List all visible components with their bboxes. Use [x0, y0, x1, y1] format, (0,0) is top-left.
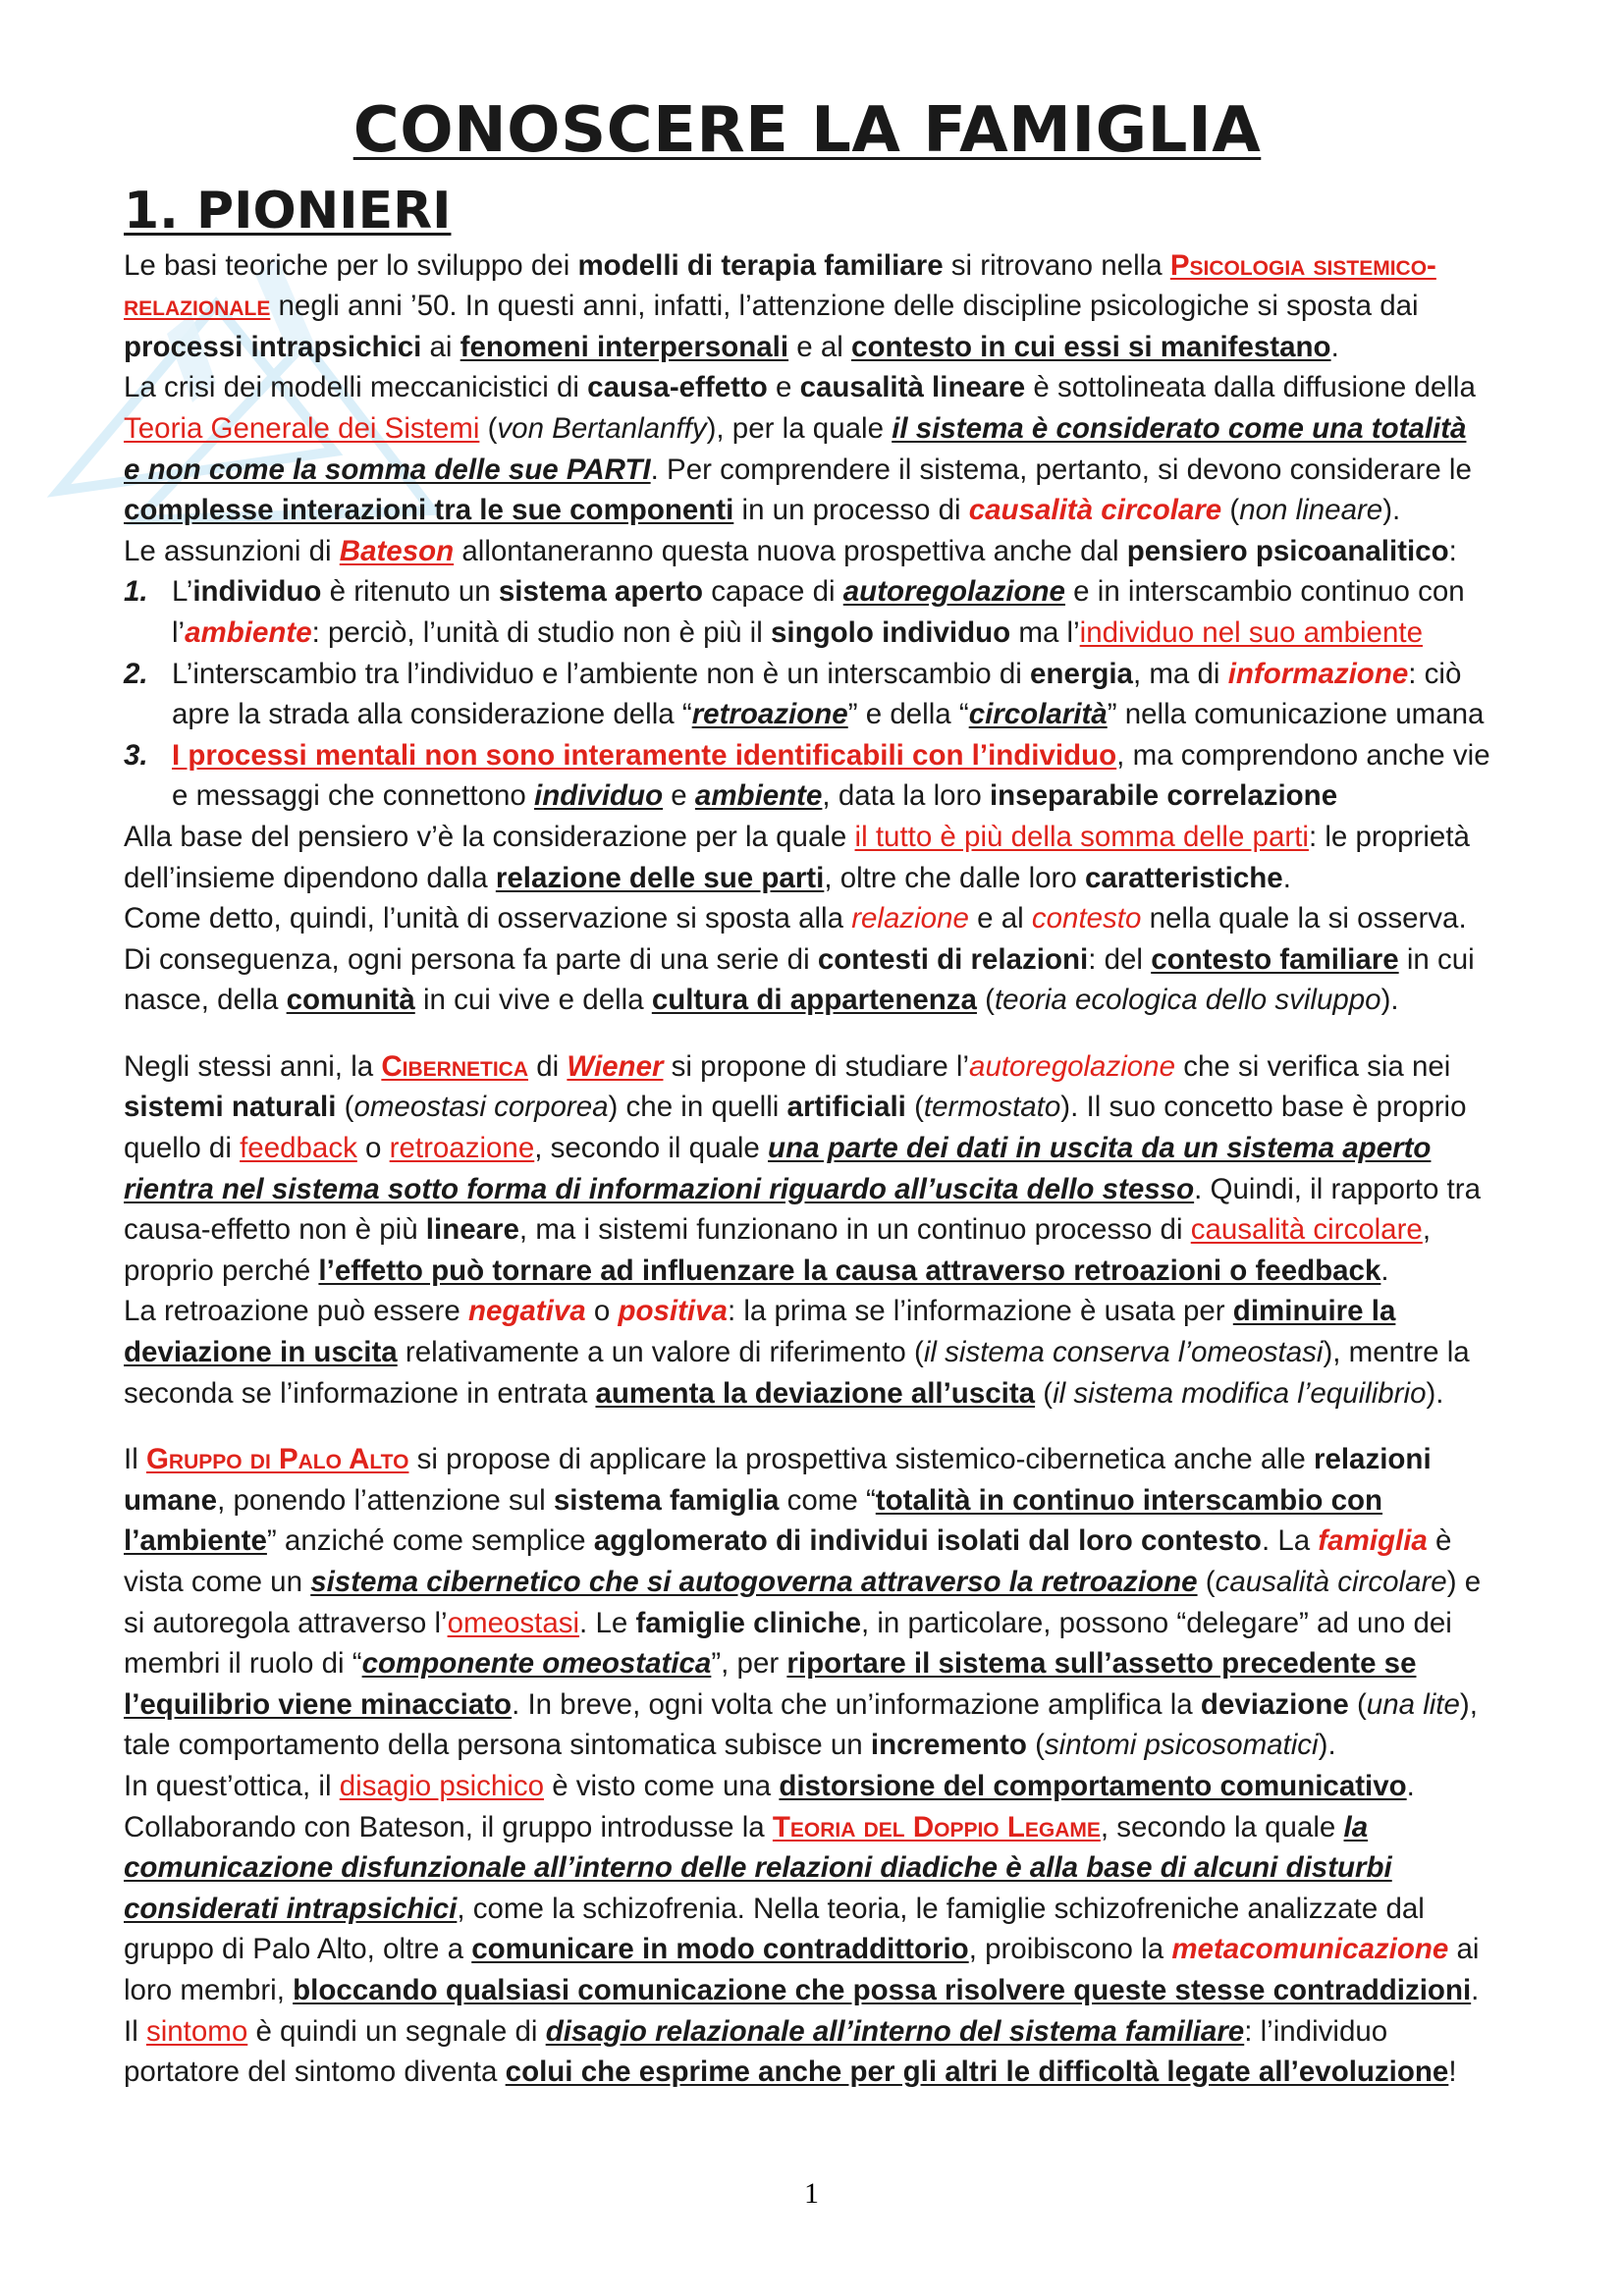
paragraph-contexts: Di conseguenza, ogni persona fa parte di una serie di contesti di relazioni: del contesto familiare in cui nasce, della comunità in cui vive e della cultura di appartenenza (teoria ecologica dello sviluppo).	[124, 942, 1475, 1017]
paragraph-relation: Come detto, quindi, l’unità di osservazione si sposta alla relazione e al contesto nella quale la si osserva.	[124, 902, 1467, 935]
paragraph-feedback-types: La retroazione può essere negativa o positiva: la prima se l’informazione è usata per diminuire la deviazione in uscita relativamente a un valore di riferimento (il sistema conserva l’omeostasi), mentre la seconda se l’informazione in entrata aumenta la deviazione all’uscita (il sistema modifica l’equilibrio).	[124, 1295, 1470, 1410]
paragraph-systems-theory: La crisi dei modelli meccanicistici di causa-effetto e causalità lineare è sottolineata dalla diffusione della Teoria Generale dei Sistemi (von Bertanlanffy), per la quale il sistema è considerato come una totalità e non come la somma delle sue PARTI. Per comprendere il sistema, pertanto, si devono considerare le complesse interazioni tra le sue componenti in un processo di causalità circolare (non lineare).	[124, 371, 1476, 527]
list-item: 1. L’individuo è ritenuto un sistema aperto capace di autoregolazione e in interscambio continuo con l’ambiente: perciò, l’unità di studio non è più il singolo individuo ma l’individuo nel suo ambiente	[172, 571, 1490, 653]
paragraph-intro: Le basi teoriche per lo sviluppo dei modelli di terapia familiare si ritrovano nella Psicologia sistemico-relazionale negli anni ’50. In questi anni, infatti, l’attenzione delle discipline psicologiche si sposta dai processi intrapsichici ai fenomeni interpersonali e al contesto in cui essi si manifestano.	[124, 248, 1436, 363]
list-item: 2. L’interscambio tra l’individuo e l’ambiente non è un interscambio di energia, ma di informazione: ciò apre la strada alla considerazione della “retroazione” e della “circolarità” nella comunicazione umana	[172, 654, 1490, 735]
list-number: 2.	[124, 657, 148, 690]
list-item: 3. I processi mentali non sono interamente identificabili con l’individuo, ma comprendono anche vie e messaggi che connettono individuo e ambiente, data la loro inseparabile correlazione	[172, 735, 1490, 817]
numbered-list	[124, 571, 1490, 817]
list-number: 1.	[124, 575, 148, 609]
paragraph-palo-alto: Il Gruppo di Palo Alto si propose di applicare la prospettiva sistemico-cibernetica anche alle relazioni umane, ponendo l’attenzione sul sistema famiglia come “totalità in continuo interscambio con l’ambiente” anziché come semplice agglomerato di individui isolati dal loro contesto. La famiglia è vista come un sistema cibernetico che si autogoverna attraverso la retroazione (causalità circolare) e si autoregola attraverso l’omeostasi. Le famiglie cliniche, in particolare, possono “delegare” ad uno dei membri il ruolo di “componente omeostatica”, per riportare il sistema sull’assetto precedente se l’equilibrio viene minacciato. In breve, ogni volta che un’informazione amplifica la deviazione (una lite), tale comportamento della persona sintomatica subisce un incremento (sintomi psicosomatici).	[124, 1443, 1482, 1762]
page-title: CONOSCERE LA FAMIGLIA	[352, 94, 1262, 167]
paragraph-double-bind: In quest’ottica, il disagio psichico è visto come una distorsione del comportamento comunicativo. Collaborando con Bateson, il gruppo introdusse la Teoria del Doppio Legame, secondo la quale la comunicazione disfunzionale all’interno delle relazioni diadiche è alla base di alcuni disturbi considerati intrapsichici, come la schizofrenia. Nella teoria, le famiglie schizofreniche analizzate dal gruppo di Palo Alto, oltre a comunicare in modo contraddittorio, proibiscono la metacomunicazione ai loro membri, bloccando qualsiasi comunicazione che possa risolvere queste stesse contraddizioni. Il sintomo è quindi un segnale di disagio relazionale all’interno del sistema familiare: l’individuo portatore del sintomo diventa colui che esprime anche per gli altri le difficoltà legate all’evoluzione!	[124, 1769, 1480, 2089]
paragraph-whole: Alla base del pensiero v’è la considerazione per la quale il tutto è più della somma delle parti: le proprietà dell’insieme dipendono dalla relazione delle sue parti, oltre che dalle loro caratteristiche.	[124, 820, 1470, 894]
section-heading: 1. PIONIERI	[124, 181, 452, 240]
paragraph-bateson: Le assunzioni di Bateson allontaneranno questa nuova prospettiva anche dal pensiero psicoanalitico:	[124, 534, 1457, 567]
list-number: 3.	[124, 738, 148, 772]
paragraph-cybernetics: Negli stessi anni, la Cibernetica di Wiener si propone di studiare l’autoregolazione che si verifica sia nei sistemi naturali (omeostasi corporea) che in quelli artificiali (termostato). Il suo concetto base è proprio quello di feedback o retroazione, secondo il quale una parte dei dati in uscita da un sistema aperto rientra nel sistema sotto forma di informazioni riguardo all’uscita dello stesso. Quindi, il rapporto tra causa-effetto non è più lineare, ma i sistemi funzionano in un continuo processo di causalità circolare, proprio perché l’effetto può tornare ad influenzare la causa attraverso retroazioni o feedback.	[124, 1049, 1481, 1287]
page-number: 1	[804, 2177, 819, 2210]
